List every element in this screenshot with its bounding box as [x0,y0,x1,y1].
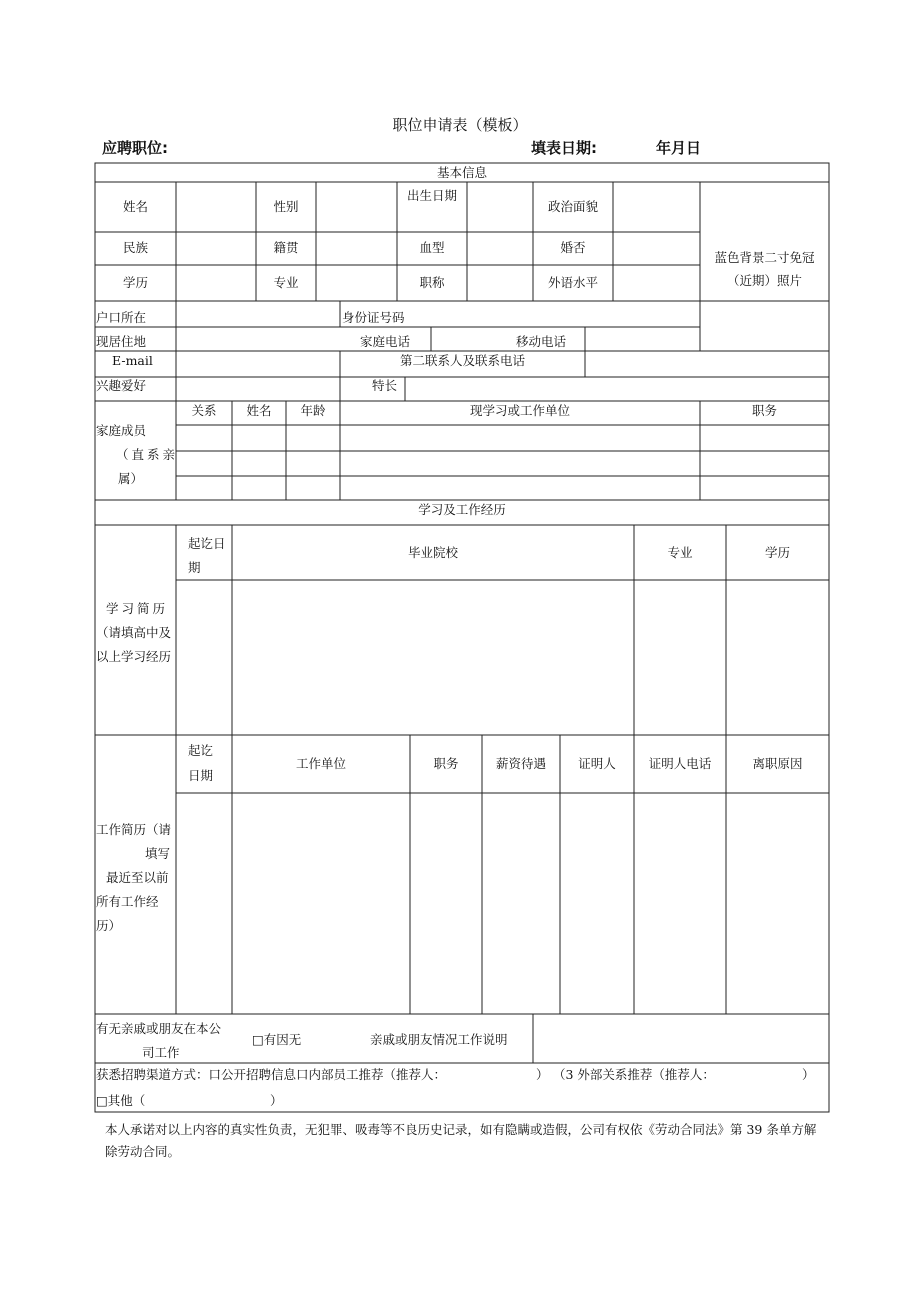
label-hukou: 户口所在 [96,310,147,325]
form-title: 职位申请表（模板） [392,116,528,134]
label-political-status: 政治面貌 [547,199,598,214]
relatives-label-line2: 司工作 [142,1045,180,1060]
label-id-number: 身份证号码 [342,310,405,325]
family-label-line1: 家庭成员 [96,423,147,438]
label-mobile-phone: 移动电话 [516,334,567,349]
work-label-line2: 填写 [145,846,171,861]
col-degree: 学历 [764,545,790,560]
study-label-line2: （请填高中及 [96,625,172,640]
label-home-phone: 家庭电话 [360,334,411,349]
col-school: 毕业院校 [407,545,458,560]
label-gender: 性别 [273,199,299,214]
family-label-line2: （直系亲 [116,447,179,462]
study-label-line3: 以上学习经历 [96,649,172,664]
label-education: 学历 [122,275,148,290]
relatives-checkbox[interactable]: □有因无 [252,1032,302,1047]
col-salary: 薪资待遇 [495,756,546,771]
section-basic-info: 基本信息 [436,165,487,180]
date-value: 年月日 [656,139,702,157]
label-ethnicity: 民族 [122,240,148,255]
relatives-description-label: 亲戚或朋友情况工作说明 [370,1032,508,1047]
col-leave-reason: 离职原因 [752,756,803,771]
col-current-unit: 现学习或工作单位 [469,403,570,418]
work-label-line1: 工作简历（请 [96,822,172,837]
work-label-line4: 所有工作经 [96,894,159,909]
col-company: 工作单位 [295,756,346,771]
study-label-line1: 学习简历 [106,601,169,616]
study-date-line2: 期 [188,560,201,575]
col-referee-phone: 证明人电话 [648,756,712,771]
channel-close-2: ） [802,1067,815,1082]
work-date-line2: 日期 [188,768,214,783]
col-relation: 关系 [191,403,217,418]
col-work-position: 职务 [433,756,459,771]
channel-options[interactable]: 获悉招聘渠道方式：口公开招聘信息口内部员工推荐（推荐人： [96,1067,447,1082]
date-label: 填表日期: [531,139,597,157]
channel-close-3: ） [270,1093,283,1108]
label-birth-date: 出生日期 [406,188,457,203]
col-member-name: 姓名 [246,403,272,418]
label-specialty: 特长 [372,378,398,393]
channel-close-1: ） [536,1067,549,1082]
work-label-line5: 历） [96,918,122,933]
label-name: 姓名 [122,199,148,214]
work-label-line3: 最近至以前 [106,870,169,885]
channel-external-referral[interactable]: （3 外部关系推荐（推荐人： [553,1067,715,1082]
label-hobby: 兴趣爱好 [96,378,147,393]
photo-note-line2: （近期）照片 [726,273,802,288]
label-foreign-language: 外语水平 [547,275,598,290]
work-date-line1: 起讫 [188,743,214,758]
label-job-title: 职称 [419,275,445,290]
label-major: 专业 [273,275,299,290]
label-marital-status: 婚否 [560,240,586,255]
col-referee: 证明人 [578,756,616,771]
channel-other-checkbox[interactable]: □其他（ [96,1093,146,1108]
label-blood-type: 血型 [419,240,445,255]
col-study-major: 专业 [667,545,693,560]
label-email: E-mail [112,353,153,368]
col-age: 年龄 [300,403,326,418]
relatives-label-line1: 有无亲戚或朋友在本公 [96,1021,222,1036]
photo-note-line1: 蓝色背景二寸免冠 [714,250,815,265]
col-member-position: 职务 [751,403,777,418]
study-date-line1: 起讫日 [188,536,226,551]
position-label: 应聘职位: [102,139,168,157]
label-second-contact: 第二联系人及联系电话 [399,353,525,368]
family-label-line3: 属） [118,471,144,486]
label-address: 现居住地 [96,334,147,349]
section-experience: 学习及工作经历 [418,502,506,517]
label-native-place: 籍贯 [273,240,299,255]
declaration-text: 本人承诺对以上内容的真实性负责，无犯罪、吸毒等不良历史记录，如有隐瞒或造假，公司有权依《劳动合同法》第 39 条单方解除劳动合同。 [105,1122,817,1159]
